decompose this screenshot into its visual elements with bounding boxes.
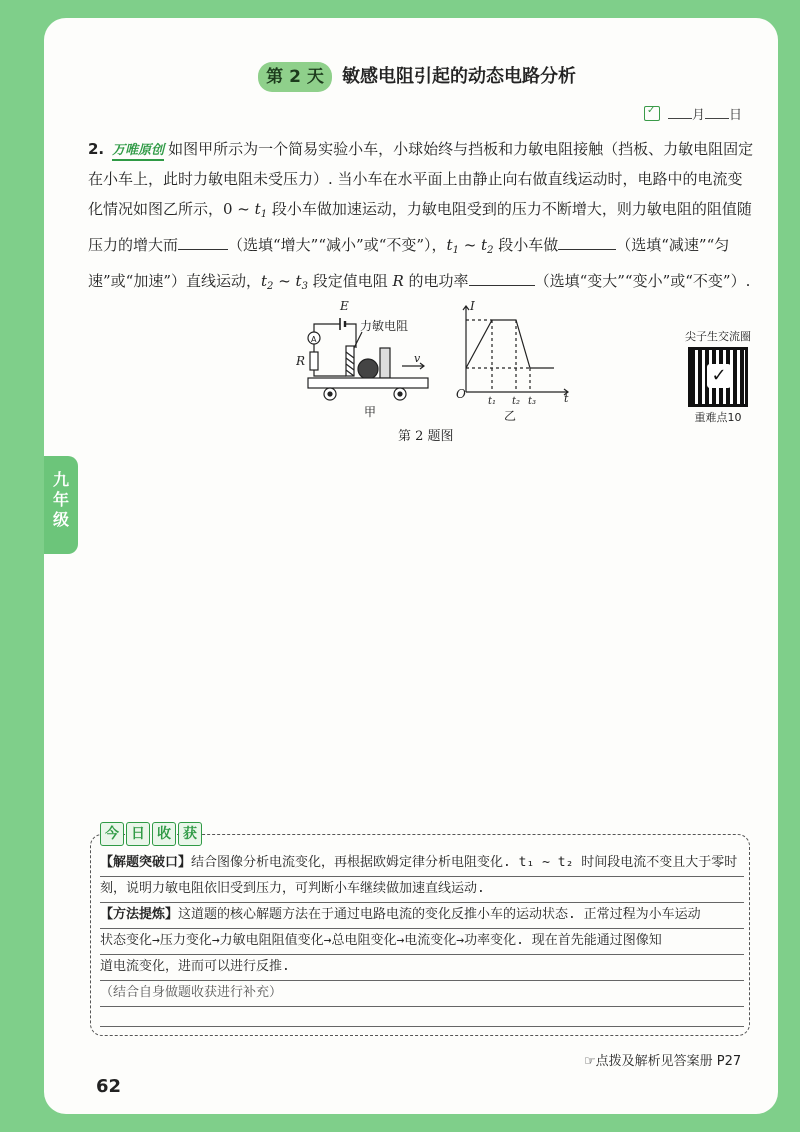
question-text-6: 段定值电阻 (307, 272, 393, 290)
harvest-line-6[interactable]: （结合自身做题收获进行补充） (100, 985, 283, 1000)
label-t3: t₃ (528, 396, 537, 407)
qr-code[interactable] (688, 347, 748, 407)
label-t2: t₂ (512, 396, 521, 407)
harvest-line-5: 道电流变化，进而可以进行反推. (100, 959, 290, 974)
qr-bottom-label: 重难点10 (694, 411, 742, 424)
page-title: 敏感电阻引起的动态电路分析 (342, 66, 576, 87)
page-number: 62 (96, 1076, 122, 1097)
grade-tab (44, 456, 78, 554)
method-label: 【方法提炼】 (100, 907, 179, 922)
label-t1: t₁ (488, 396, 497, 407)
harvest-line-2: 刻，说明力敏电阻依旧受到压力，可判断小车继续做加速直线运动. (100, 881, 485, 896)
question-text-3: （选填“增大”“减小”或“不变”）， (228, 236, 447, 254)
grade-tab-char: 年 (52, 490, 69, 509)
rule-line (100, 902, 744, 903)
harvest-title (100, 822, 204, 846)
t2-t3-symbol: $t_2$ ~ $t_3$ (261, 272, 308, 292)
figure-caption: 第 2 题图 (398, 429, 454, 444)
label-t-axis: t (564, 392, 569, 405)
check-icon: ✓ (707, 364, 731, 388)
rule-line (100, 876, 744, 877)
day-label: 日 (729, 108, 743, 123)
answer-blank-2[interactable] (558, 235, 616, 250)
harvest-title-char: 日 (126, 822, 150, 846)
question-text-2: 段小车做加速运动，力敏电阻受到的压力不断增大，则力敏电阻的阻值随压力的增大而 (88, 200, 752, 254)
month-label: 月 (692, 108, 706, 123)
rule-line (100, 1006, 744, 1007)
harvest-title-char: 收 (152, 822, 176, 846)
answer-blank-1[interactable] (178, 235, 228, 250)
answer-reference: ☞点拨及解析见答案册 P27 (584, 1054, 742, 1069)
question-2 (88, 134, 754, 302)
label-e: E (340, 299, 349, 313)
t1-t2-symbol: $t_1$ ~ $t_2$ (446, 236, 494, 256)
rule-line (100, 1026, 744, 1027)
label-o: O (456, 387, 466, 401)
label-force-sensor: 力敏电阻 (360, 319, 409, 333)
label-i: I (470, 299, 475, 313)
original-tag: 万唯原创 (112, 143, 164, 161)
grade-tab-char: 九 (52, 470, 69, 489)
question-figure (296, 296, 596, 428)
harvest-title-char: 获 (178, 822, 202, 846)
harvest-line-4: 状态变化→压力变化→力敏电阻阻值变化→总电阻变化→电流变化→功率变化. 现在首先能通过图像知 (100, 933, 662, 948)
day-blank[interactable] (705, 106, 729, 119)
month-blank[interactable] (668, 106, 692, 119)
harvest-line-3: 【方法提炼】这道题的核心解题方法在于通过电路电流的变化反推小车的运动状态. 正常过程为小车运动 (100, 907, 701, 922)
label-v: v (414, 352, 421, 365)
rule-line (100, 980, 744, 981)
question-text-1: 如图甲所示为一个简易实验小车，小球始终与挡板和力敏电阻接触（挡板、力敏电阻固定在小车上，此时力敏电阻未受压力）. 当小车在水平面上由静止向右做直线运动时，电路中的电流变化情况如图乙所示，0 ~ (88, 140, 754, 218)
question-text-7: 的电功率 (403, 272, 469, 290)
label-yi: 乙 (504, 409, 517, 423)
question-number: 2. (88, 140, 105, 158)
label-ammeter: A (311, 335, 317, 344)
calendar-icon (644, 106, 660, 121)
question-text-8: （选填“变大”“变小”或“不变”）. (534, 272, 751, 290)
question-text-5: （选填“减速”“匀速”或“加速”）直线运动， (88, 236, 730, 290)
harvest-line-1: 【解题突破口】结合图像分析电流变化，再根据欧姆定律分析电阻变化. t₁ ~ t₂ 时间段电流不变且大于零时 (100, 855, 738, 870)
grade-tab-char: 级 (52, 510, 69, 529)
label-jia: 甲 (364, 405, 377, 419)
t1-symbol: $t_1$ (254, 200, 268, 220)
breakthrough-label: 【解题突破口】 (100, 855, 192, 870)
qr-top-label: 尖子生交流圈 (685, 330, 751, 343)
qr-code-block[interactable] (678, 328, 758, 425)
r-symbol: R (392, 272, 404, 290)
question-text-4: 段小车做 (493, 236, 559, 254)
day-badge: 第 2 天 (258, 62, 332, 92)
harvest-title-char: 今 (100, 822, 124, 846)
answer-blank-3[interactable] (469, 271, 535, 286)
current-time-graph-yi (463, 306, 568, 395)
label-r: R (296, 354, 306, 368)
date-line (644, 104, 742, 123)
rule-line (100, 954, 744, 955)
rule-line (100, 928, 744, 929)
